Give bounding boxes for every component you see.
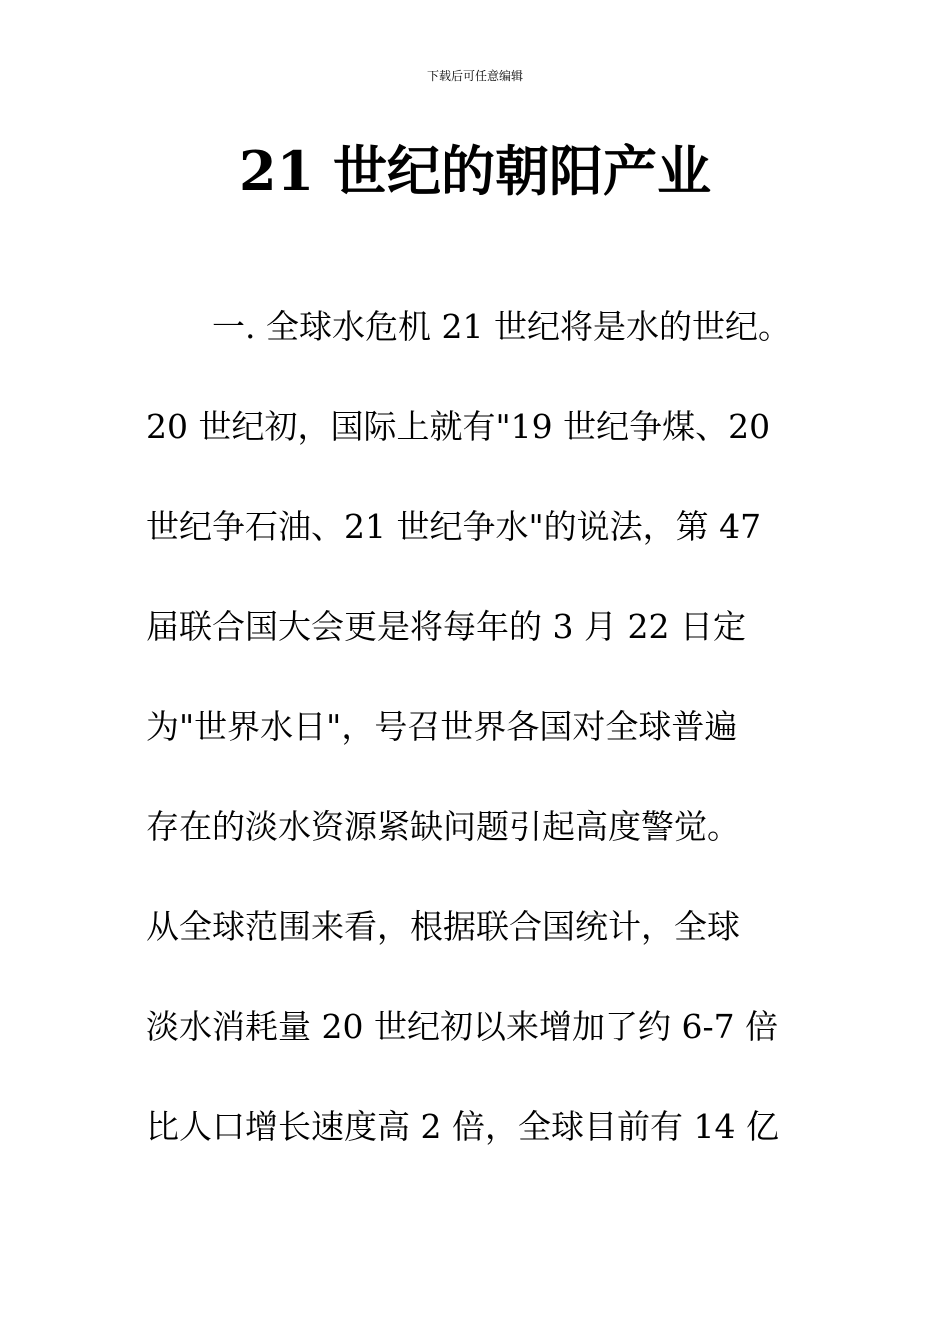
body-line: 一. 全球水危机 21 世纪将是水的世纪。 bbox=[212, 307, 791, 346]
body-line: 比人口增长速度高 2 倍，全球目前有 14 亿 bbox=[146, 1107, 779, 1146]
body-line: 届联合国大会更是将每年的 3 月 22 日定 bbox=[146, 607, 746, 646]
body-line: 存在的淡水资源紧缺问题引起高度警觉。 bbox=[146, 807, 740, 846]
body-line: 淡水消耗量 20 世纪初以来增加了约 6-7 倍 bbox=[146, 1007, 779, 1046]
body-line: 20 世纪初，国际上就有"19 世纪争煤、20 bbox=[146, 407, 771, 446]
header-note: 下载后可任意编辑 bbox=[426, 69, 523, 83]
body-line: 从全球范围来看，根据联合国统计，全球 bbox=[146, 907, 740, 946]
document-title: 21 世纪的朝阳产业 bbox=[239, 139, 711, 203]
body-line: 为"世界水日"，号召世界各国对全球普遍 bbox=[146, 707, 738, 746]
body-line: 世纪争石油、21 世纪争水"的说法，第 47 bbox=[146, 507, 762, 546]
